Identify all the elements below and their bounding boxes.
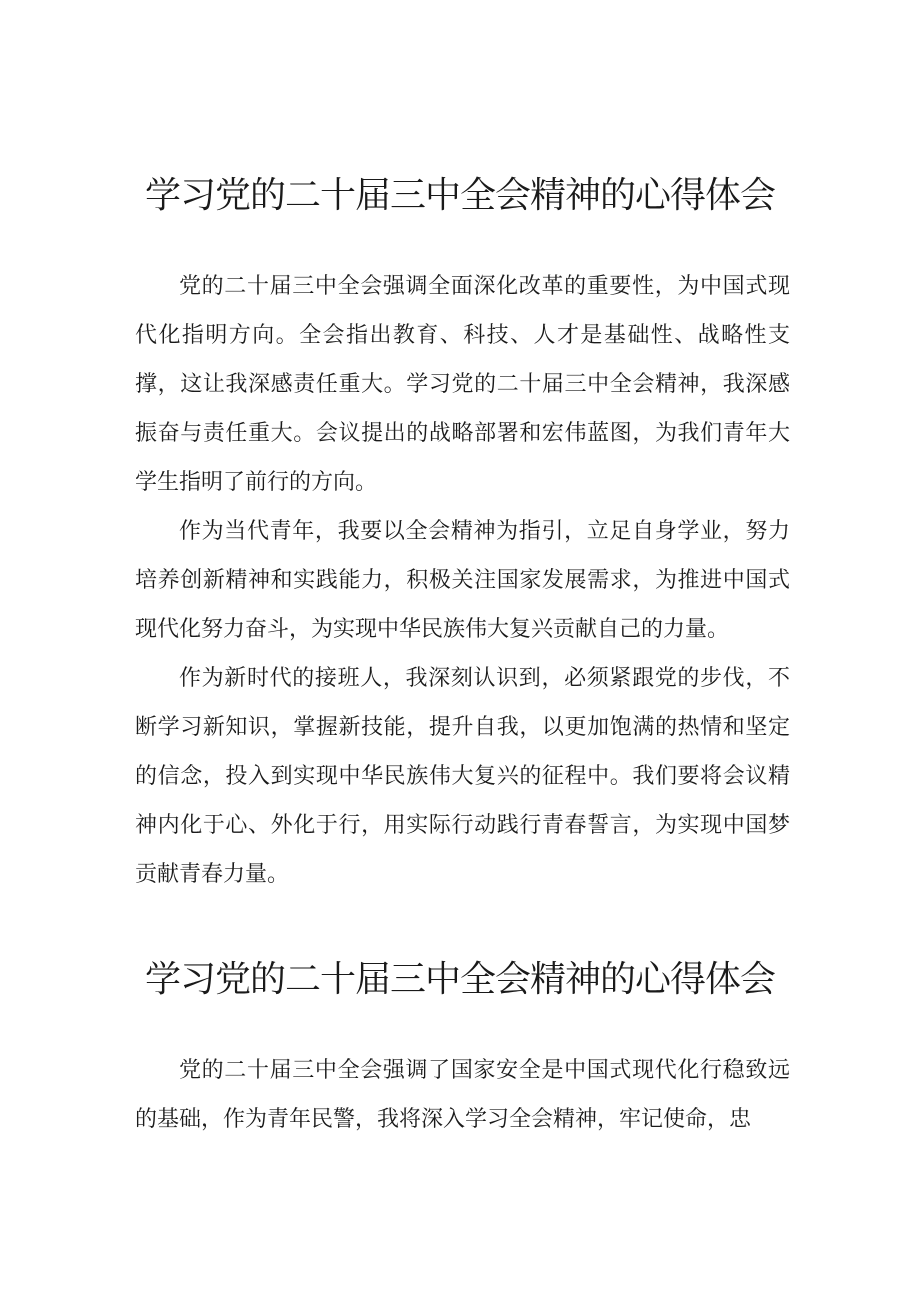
article-title-2: 学习党的二十届三中全会精神的心得体会: [144, 959, 775, 1000]
paragraph: 作为新时代的接班人，我深刻认识到，必须紧跟党的步伐，不断学习新知识，掌握新技能，提升自我，以更加饱满的热情和坚定的信念，投入到实现中华民族伟大复兴的征程中。我们要将会议精神内化于心、外化于行，用实际行动践行青春誓言，为实现中国梦贡献青春力量。: [135, 666, 790, 887]
article-body-1: [135, 262, 790, 899]
paragraph: 作为当代青年，我要以全会精神为指引，立足自身学业，努力培养创新精神和实践能力，积极关注国家发展需求，为推进中国式现代化努力奋斗，为实现中华民族伟大复兴贡献自己的力量。: [135, 519, 790, 642]
article-body-2: [135, 1046, 790, 1144]
article-title-1: 学习党的二十届三中全会精神的心得体会: [144, 175, 775, 216]
paragraph: 党的二十届三中全会强调了国家安全是中国式现代化行稳致远的基础，作为青年民警，我将深入学习全会精神，牢记使命，忠: [135, 1058, 790, 1132]
paragraph: 党的二十届三中全会强调全面深化改革的重要性，为中国式现代化指明方向。全会指出教育、科技、人才是基础性、战略性支撑，这让我深感责任重大。学习党的二十届三中全会精神，我深感振奋与责任重大。会议提出的战略部署和宏伟蓝图，为我们青年大学生指明了前行的方向。: [135, 274, 790, 495]
